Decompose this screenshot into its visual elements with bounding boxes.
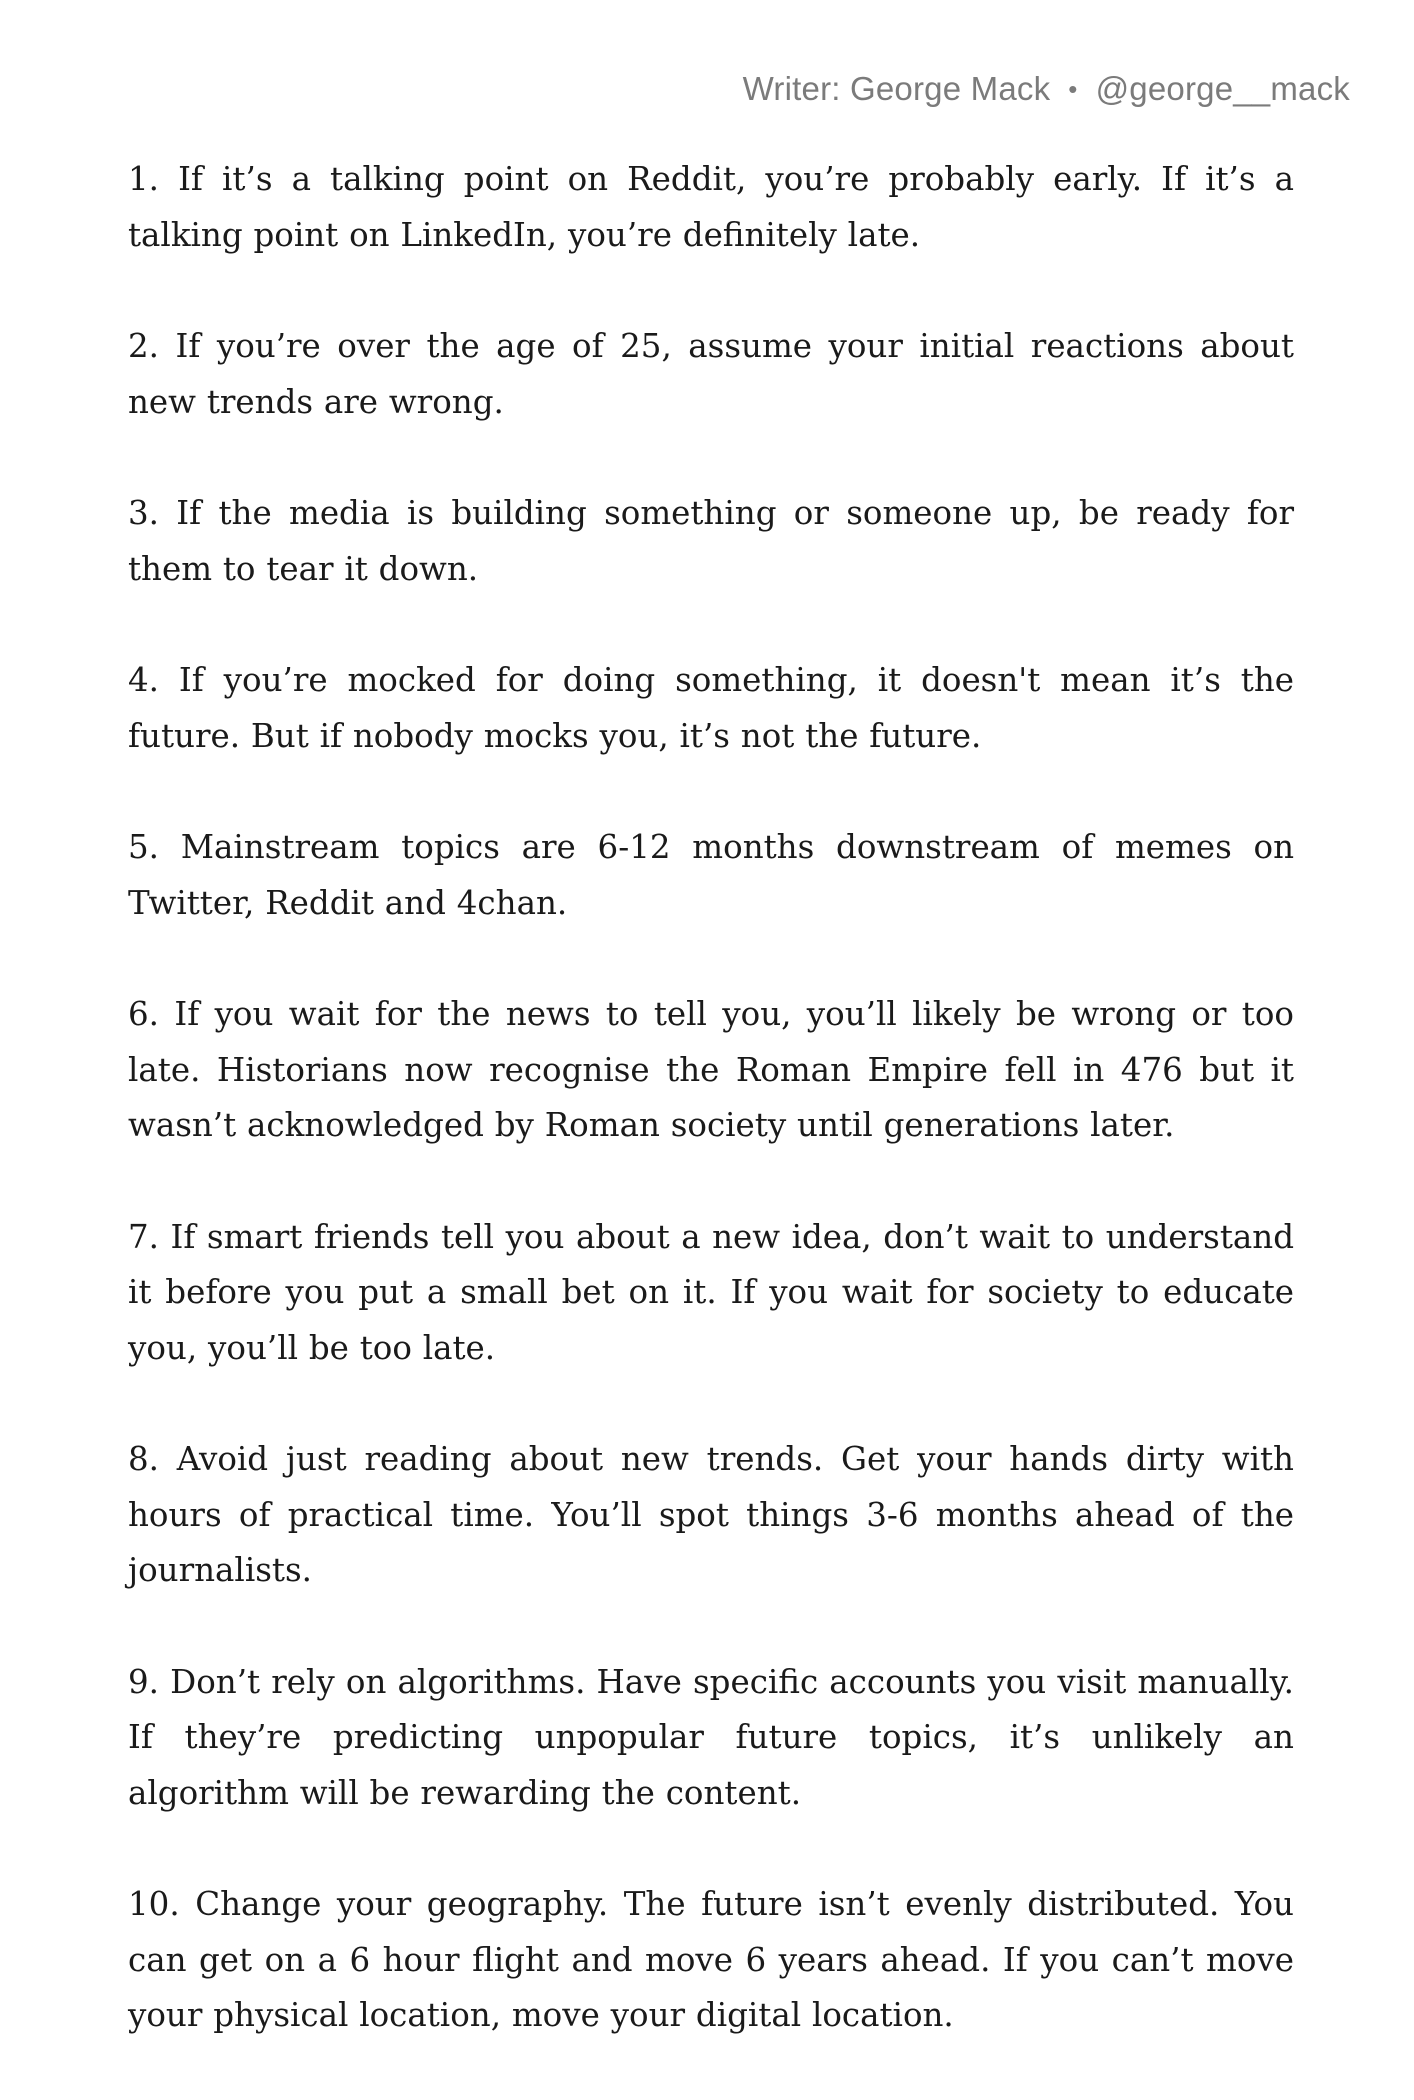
point-1: 1. If it’s a talking point on Reddit, you’re probably early. If it’s a talking point on LinkedIn, you’re definitely late.	[128, 160, 1294, 254]
bullet-separator: •	[1068, 74, 1078, 104]
byline	[743, 70, 1350, 108]
point-2: 2. If you’re over the age of 25, assume your initial reactions about new trends are wrong.	[128, 327, 1294, 421]
points-list	[128, 152, 1294, 2100]
writer-name: Writer: George Mack	[742, 70, 1051, 107]
point-10: 10. Change your geography. The future isn’t evenly distributed. You can get on a 6 hour flight and move 6 years ahead. If you can’t move your physical location, move your digital location.	[128, 1885, 1294, 2034]
point-6: 6. If you wait for the news to tell you, you’ll likely be wrong or too late. Historians now recognise the Roman Empire fell in 476 but it wasn’t acknowledged by Roman society until generations later.	[128, 995, 1294, 1144]
point-4: 4. If you’re mocked for doing something, it doesn't mean it’s the future. But if nobody mocks you, it’s not the future.	[128, 661, 1294, 755]
twitter-handle: @george__mack	[1095, 70, 1350, 107]
point-9: 9. Don’t rely on algorithms. Have specific accounts you visit manually. If they’re predicting unpopular future topics, it’s unlikely an algorithm will be rewarding the content.	[128, 1662, 1294, 1812]
point-8: 8. Avoid just reading about new trends. Get your hands dirty with hours of practical time. You’ll spot things 3-6 months ahead of the journalists.	[128, 1440, 1294, 1589]
point-5: 5. Mainstream topics are 6-12 months downstream of memes on Twitter, Reddit and 4chan.	[128, 828, 1294, 922]
point-3: 3. If the media is building something or someone up, be ready for them to tear it down.	[128, 494, 1294, 588]
point-7: 7. If smart friends tell you about a new idea, don’t wait to understand it before you put a small bet on it. If you wait for society to educate you, you’ll be too late.	[128, 1217, 1294, 1367]
